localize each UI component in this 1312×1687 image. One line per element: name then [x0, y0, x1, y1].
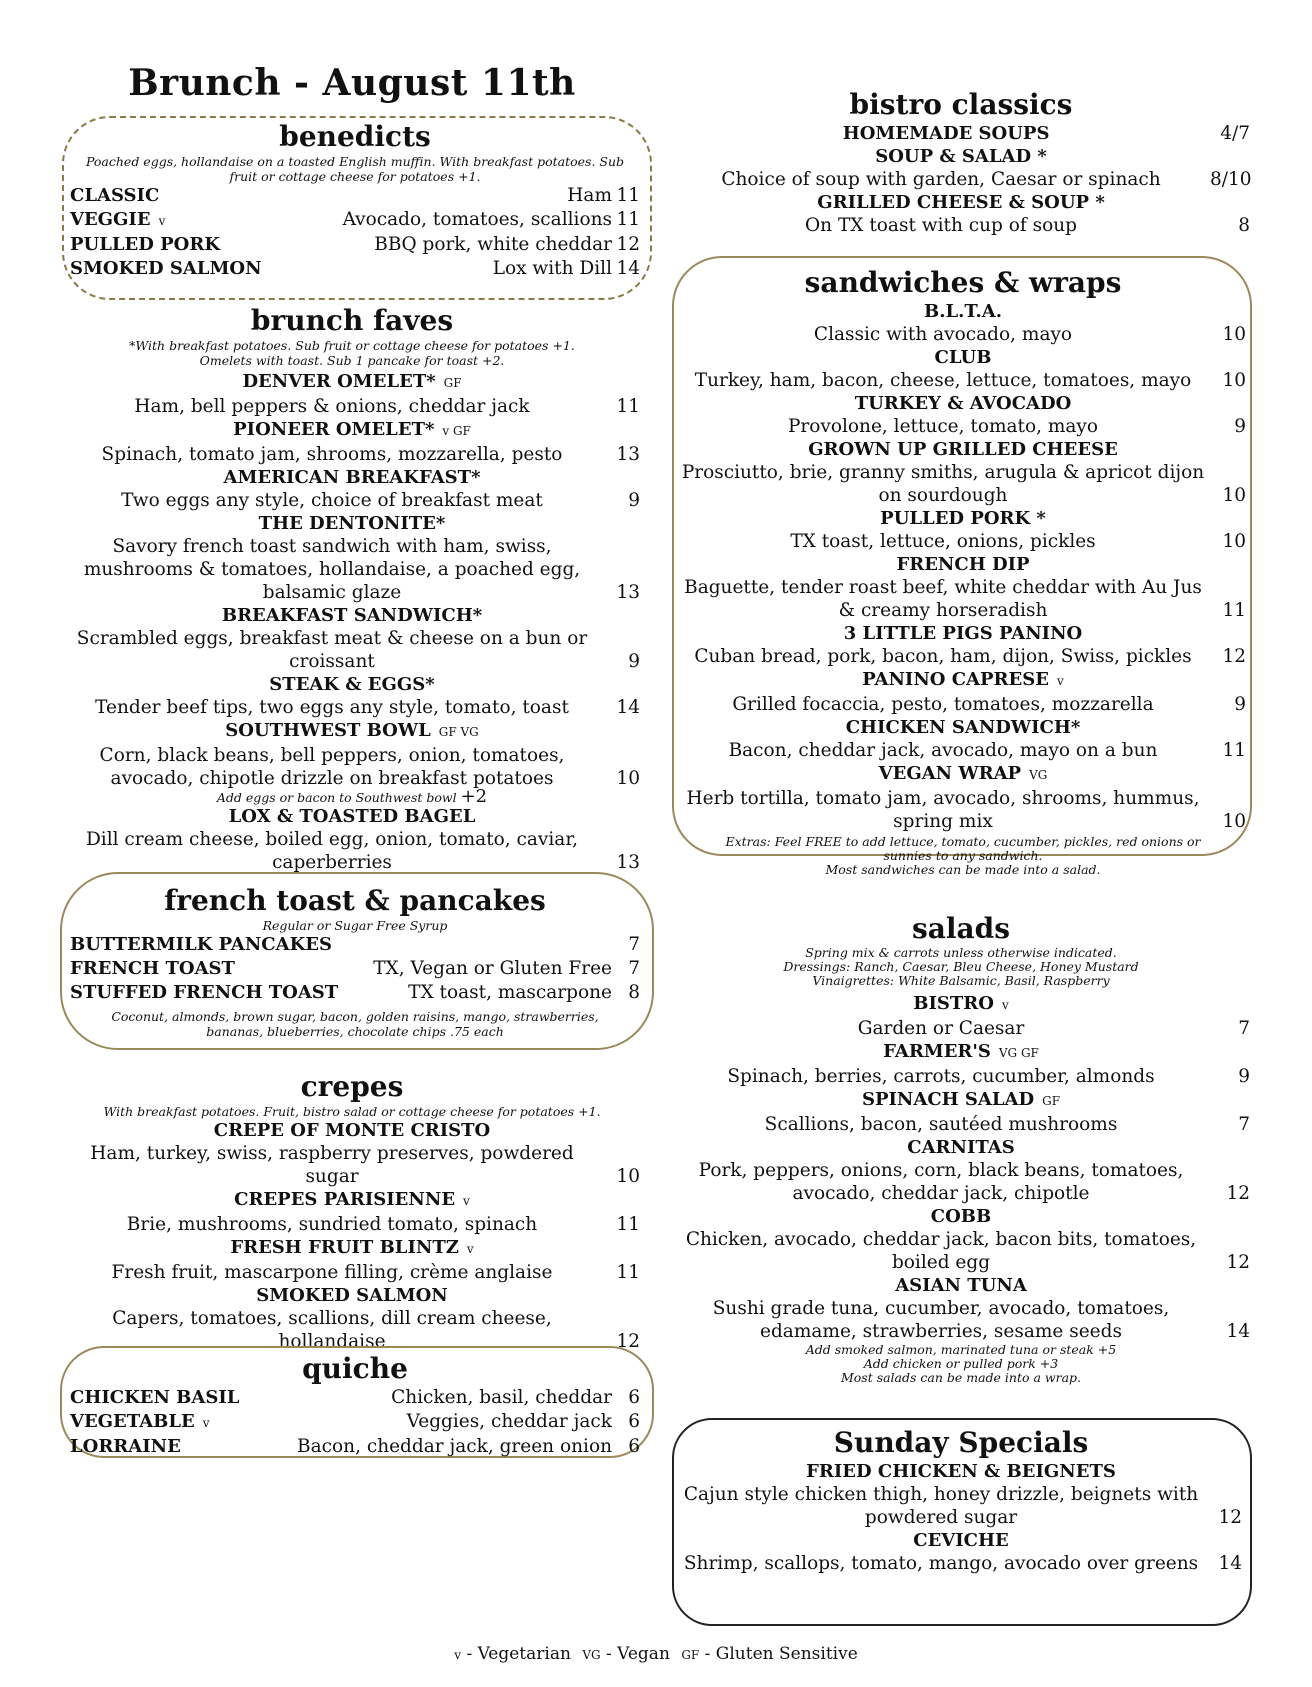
item-description: Savory french toast sandwich with ham, swiss, mushrooms & tomatoes, hollandaise, a poached egg, balsamic glaze [83, 536, 581, 603]
menu-item [680, 553, 1246, 622]
item-header [64, 673, 640, 696]
diet-tag: v [463, 1194, 470, 1208]
item-price: 8 [628, 982, 640, 1003]
item-price: 10 [1222, 485, 1246, 506]
item-header [64, 466, 640, 489]
benedicts-section [70, 120, 640, 281]
item-header [680, 622, 1246, 645]
item-name: FARMER'S [883, 1041, 991, 1062]
item-price: 11 [616, 1214, 640, 1235]
item-description: Ham, bell peppers & onions, cheddar jack [134, 396, 530, 417]
item-addon [64, 786, 640, 807]
item-name: STEAK & EGGS* [269, 674, 435, 695]
diet-tag: GF [1042, 1094, 1061, 1108]
item-price: 9 [628, 651, 640, 672]
item-description: Ham, turkey, swiss, raspberry preserves, powdered sugar [90, 1143, 574, 1187]
item-header [680, 553, 1246, 576]
item-header [64, 1236, 640, 1261]
item-name: SOUP & SALAD * [875, 146, 1047, 167]
menu-item [680, 392, 1246, 438]
item-name: PULLED PORK * [880, 508, 1046, 529]
item-name: SPINACH SALAD [861, 1089, 1035, 1110]
item-price: 10 [1222, 531, 1246, 552]
item-name: FRENCH DIP [896, 554, 1030, 575]
menu-row [70, 1435, 640, 1459]
item-description: Turkey, ham, bacon, cheese, lettuce, tomatoes, mayo [694, 370, 1192, 391]
item-header [680, 1529, 1242, 1552]
menu-item [64, 1236, 640, 1284]
menu-item [64, 370, 640, 418]
item-description: Herb tortilla, tomato jam, avocado, shrooms, hummus, spring mix [686, 788, 1200, 832]
item-description: Cuban bread, pork, bacon, ham, dijon, Swiss, pickles [694, 646, 1192, 667]
menu-item [680, 507, 1246, 553]
item-price: 11 [1222, 600, 1246, 621]
item-name: GRILLED CHEESE & SOUP * [817, 192, 1105, 213]
item-header [672, 992, 1250, 1017]
item-header [680, 762, 1246, 787]
brunch-faves-heading: brunch faves [250, 304, 454, 337]
french-toast-note: Regular or Sugar Free Syrup [262, 918, 448, 933]
item-name: SOUTHWEST BOWL [225, 720, 431, 741]
specials-section [680, 1426, 1242, 1575]
salads-section [672, 912, 1250, 1385]
item-description: Scallions, bacon, sautéed mushrooms [764, 1114, 1118, 1135]
item-price: 11 [616, 209, 640, 230]
item-name: AMERICAN BREAKFAST* [223, 467, 481, 488]
item-price: 7 [1238, 1114, 1250, 1135]
item-header [680, 507, 1246, 530]
item-description: Brie, mushrooms, sundried tomato, spinach [126, 1214, 538, 1235]
menu-row [70, 1386, 640, 1410]
item-detail [680, 323, 1246, 346]
item-detail [64, 1213, 640, 1236]
menu-item [64, 418, 640, 466]
diet-tag: v [466, 1242, 474, 1256]
item-name: 3 LITTLE PIGS PANINO [843, 623, 1083, 644]
item-header [672, 1274, 1250, 1297]
item-price: 6 [628, 1387, 640, 1408]
item-detail [680, 1483, 1242, 1529]
item-name: ASIAN TUNA [895, 1275, 1027, 1296]
menu-row [70, 233, 640, 257]
crepes-heading: crepes [300, 1070, 404, 1103]
item-header [672, 1088, 1250, 1113]
bistro-list [672, 122, 1250, 237]
item-name: CLASSIC [70, 185, 160, 206]
item-name: BISTRO [913, 993, 994, 1014]
item-description: Fresh fruit, mascarpone filling, crème anglaise [111, 1262, 553, 1283]
item-header [64, 1284, 640, 1307]
item-header [680, 716, 1246, 739]
salads-note-3: Vinaigrettes: White Balsamic, Basil, Raspberry [812, 973, 1110, 988]
diet-tag: GF [443, 376, 462, 390]
item-detail [680, 369, 1246, 392]
item-detail [64, 696, 640, 719]
item-name: THE DENTONITE* [258, 513, 446, 534]
item-name: VEGAN WRAP [878, 763, 1022, 784]
salads-heading: salads [911, 912, 1011, 945]
legend-gf-key: GF [681, 1648, 700, 1662]
item-name: CHICKEN SANDWICH* [845, 717, 1081, 738]
item-description: Spinach, berries, carrots, cucumber, almonds [727, 1066, 1155, 1087]
menu-item [64, 673, 640, 719]
item-detail [672, 1065, 1250, 1088]
item-description: Bacon, cheddar jack, green onion [297, 1436, 612, 1457]
item-detail [672, 1297, 1250, 1343]
menu-item [64, 1119, 640, 1188]
quiche-section [70, 1352, 640, 1459]
bistro-section [672, 88, 1250, 237]
salads-list [672, 988, 1250, 1343]
item-detail [64, 627, 640, 673]
item-price: 13 [616, 852, 640, 873]
menu-item [672, 992, 1250, 1040]
item-detail [672, 1113, 1250, 1136]
item-name: FRIED CHICKEN & BEIGNETS [806, 1461, 1116, 1482]
menu-item [64, 512, 640, 604]
item-detail [672, 214, 1250, 237]
item-detail [680, 645, 1246, 668]
item-detail [680, 693, 1246, 716]
item-name: CLUB [934, 347, 992, 368]
item-detail [64, 744, 640, 790]
item-name: PIONEER OMELET* [233, 419, 435, 440]
item-header [672, 191, 1250, 214]
item-header [672, 1040, 1250, 1065]
item-detail [680, 739, 1246, 762]
legend-gf-label: - Gluten Sensitive [704, 1644, 858, 1664]
salads-note-2: Dressings: Ranch, Caesar, Bleu Cheese, Honey Mustard [783, 959, 1139, 974]
menu-item [672, 1088, 1250, 1136]
item-name: PULLED PORK [70, 234, 220, 255]
item-description: Provolone, lettuce, tomato, mayo [787, 416, 1099, 437]
item-price: 9 [1234, 694, 1246, 715]
item-detail [680, 461, 1246, 507]
item-description: Avocado, tomatoes, scallions [342, 209, 612, 230]
item-name: BUTTERMILK PANCAKES [70, 934, 332, 955]
item-header [64, 418, 640, 443]
item-description: Classic with avocado, mayo [813, 324, 1073, 345]
item-header [64, 604, 640, 627]
bistro-heading: bistro classics [849, 88, 1073, 121]
menu-item [64, 719, 640, 805]
addon-price: +2 [460, 786, 488, 807]
item-detail [64, 489, 640, 512]
salads-addon-1: Add smoked salmon, marinated tuna or steak +5 [805, 1342, 1117, 1357]
item-description: Baguette, tender roast beef, white cheddar with Au Jus & creamy horseradish [684, 577, 1202, 621]
item-description: Lox with Dill [492, 258, 612, 279]
item-header [672, 1136, 1250, 1159]
diet-tag: GF VG [438, 725, 479, 739]
item-price: 7 [628, 934, 640, 955]
item-price: 10 [1222, 370, 1246, 391]
item-description: Grilled focaccia, pesto, tomatoes, mozzarella [732, 694, 1154, 715]
item-price: 13 [616, 582, 640, 603]
item-name: VEGETABLE [70, 1411, 195, 1432]
menu-item [672, 191, 1250, 237]
item-description: Veggies, cheddar jack [406, 1411, 612, 1432]
menu-row [70, 981, 640, 1005]
item-name: B.L.T.A. [924, 301, 1002, 322]
salads-note-1: Spring mix & carrots unless otherwise indicated. [805, 945, 1117, 960]
addon-text: Add eggs or bacon to Southwest bowl [216, 790, 457, 805]
item-description: Cajun style chicken thigh, honey drizzle, beignets with powdered sugar [683, 1484, 1199, 1528]
item-name: GROWN UP GRILLED CHEESE [808, 439, 1118, 460]
menu-item [680, 716, 1246, 762]
item-name: CARNITAS [907, 1137, 1015, 1158]
menu-row [70, 1410, 640, 1435]
sandwich-extras: Extras: Feel FREE to add lettuce, tomato, cucumber, pickles, red onions or sunnies to any sandwich. [725, 834, 1201, 863]
item-header [680, 668, 1246, 693]
item-description: Capers, tomatoes, scallions, dill cream cheese, hollandaise [112, 1308, 552, 1352]
item-description: Scrambled eggs, breakfast meat & cheese on a bun or croissant [76, 628, 588, 672]
menu-item [64, 1284, 640, 1353]
menu-item [672, 145, 1250, 191]
french-toast-list [70, 933, 640, 1005]
specials-list [680, 1460, 1242, 1575]
item-price: 10 [616, 1166, 640, 1187]
item-detail [64, 1261, 640, 1284]
item-name: SMOKED SALMON [70, 258, 262, 279]
menu-item [680, 300, 1246, 346]
item-name: CEVICHE [913, 1530, 1009, 1551]
item-price: 14 [1218, 1553, 1242, 1574]
item-name: COBB [930, 1206, 992, 1227]
diet-tag: VG [1029, 768, 1048, 782]
menu-item [672, 1040, 1250, 1088]
diet-legend [0, 1644, 1312, 1664]
menu-item [672, 1205, 1250, 1274]
menu-item [680, 762, 1246, 833]
item-name: TURKEY & AVOCADO [854, 393, 1072, 414]
diet-tag: VG GF [998, 1046, 1039, 1060]
menu-item [672, 122, 1250, 145]
item-description: TX toast, lettuce, onions, pickles [790, 531, 1096, 552]
item-header [64, 370, 640, 395]
item-name: CREPES PARISIENNE [234, 1189, 456, 1210]
item-description: Garden or Caesar [857, 1018, 1025, 1039]
menu-item [672, 1274, 1250, 1343]
item-name: LOX & TOASTED BAGEL [228, 806, 476, 827]
item-detail [672, 1017, 1250, 1040]
item-price: 14 [616, 258, 640, 279]
item-description: Spinach, tomato jam, shrooms, mozzarella, pesto [101, 444, 563, 465]
menu-item [64, 805, 640, 874]
item-description: On TX toast with cup of soup [805, 215, 1077, 236]
item-price: 12 [1226, 1252, 1250, 1273]
item-price: 11 [616, 1262, 640, 1283]
item-name: LORRAINE [70, 1436, 181, 1457]
item-description: Shrimp, scallops, tomato, mango, avocado over greens [683, 1553, 1199, 1574]
sandwiches-section [680, 266, 1246, 877]
item-detail [64, 443, 640, 466]
item-description: BBQ pork, white cheddar [374, 234, 612, 255]
item-description: Pork, peppers, onions, corn, black beans, tomatoes, avocado, cheddar jack, chipotle [698, 1160, 1184, 1204]
item-header [64, 719, 640, 744]
menu-row [70, 933, 640, 957]
benedicts-heading: benedicts [279, 120, 431, 153]
item-description: Ham [567, 185, 612, 206]
item-header [672, 122, 1250, 145]
quiche-list [70, 1386, 640, 1459]
menu-item [680, 438, 1246, 507]
item-detail [64, 1142, 640, 1188]
item-price: 14 [1226, 1321, 1250, 1342]
item-header [680, 346, 1246, 369]
benedicts-note: Poached eggs, hollandaise on a toasted English muffin. With breakfast potatoes. Sub fruit or cottage cheese for potatoes +1. [85, 154, 625, 184]
menu-item [680, 346, 1246, 392]
item-name: FRENCH TOAST [70, 958, 235, 979]
item-price: 7 [628, 958, 640, 979]
item-price: 11 [1222, 740, 1246, 761]
item-price: 12 [1222, 646, 1246, 667]
item-detail [672, 168, 1250, 191]
item-detail [64, 828, 640, 874]
item-price: 12 [1226, 1183, 1250, 1204]
item-name: CHICKEN BASIL [70, 1387, 240, 1408]
item-header [64, 805, 640, 828]
item-description: Prosciutto, brie, granny smiths, arugula & apricot dijon on sourdough [681, 462, 1205, 506]
menu-item [64, 466, 640, 512]
item-description: Tender beef tips, two eggs any style, tomato, toast [95, 697, 569, 718]
item-description: Two eggs any style, choice of breakfast meat [121, 490, 543, 511]
item-price: 13 [616, 444, 640, 465]
item-header [672, 1205, 1250, 1228]
diet-tag: v [1001, 998, 1009, 1012]
item-header [672, 145, 1250, 168]
item-price: 8 [1238, 215, 1250, 236]
item-name: FRESH FRUIT BLINTZ [230, 1237, 459, 1258]
crepes-list [64, 1119, 640, 1353]
item-price: 9 [628, 490, 640, 511]
item-price: 4/7 [1220, 123, 1250, 144]
specials-heading: Sunday Specials [833, 1426, 1089, 1459]
page-title: Brunch - August 11th [128, 62, 576, 104]
brunch-faves-note: *With breakfast potatoes. Sub fruit or cottage cheese for potatoes +1. Omelets with toast. Sub 1 pancake for toast +2. [129, 338, 575, 368]
item-name: BREAKFAST SANDWICH* [221, 605, 483, 626]
item-name: STUFFED FRENCH TOAST [70, 982, 339, 1003]
item-detail [680, 787, 1246, 833]
item-description: Corn, black beans, bell peppers, onion, tomatoes, avocado, chipotle drizzle on breakfast potatoes [99, 745, 565, 789]
item-header [680, 438, 1246, 461]
crepes-note: With breakfast potatoes. Fruit, bistro salad or cottage cheese for potatoes +1. [103, 1104, 601, 1119]
item-description: Chicken, avocado, cheddar jack, bacon bits, tomatoes, boiled egg [685, 1229, 1197, 1273]
item-price: 6 [628, 1411, 640, 1432]
legend-v-label: - Vegetarian [466, 1644, 571, 1664]
french-toast-toppings: Coconut, almonds, brown sugar, bacon, golden raisins, mango, strawberries, bananas, blueberries, chocolate chips .75 each [111, 1009, 599, 1039]
item-description: TX toast, mascarpone [408, 982, 612, 1003]
menu-item [680, 668, 1246, 716]
item-detail [680, 1552, 1242, 1575]
item-description: Choice of soup with garden, Caesar or spinach [721, 169, 1161, 190]
item-price: 10 [1222, 324, 1246, 345]
item-detail [680, 576, 1246, 622]
brunch-faves-section [64, 304, 640, 874]
benedicts-list [70, 184, 640, 281]
item-detail [672, 1228, 1250, 1274]
item-description: Chicken, basil, cheddar [391, 1387, 612, 1408]
diet-tag: v [1056, 674, 1064, 688]
item-name: HOMEMADE SOUPS [842, 123, 1050, 144]
sandwich-salad-note: Most sandwiches can be made into a salad. [825, 862, 1101, 877]
menu-item [680, 1460, 1242, 1529]
item-name: DENVER OMELET* [242, 371, 436, 392]
item-price: 11 [616, 396, 640, 417]
item-header [680, 392, 1246, 415]
diet-tag: v GF [442, 424, 471, 438]
menu-item [680, 1529, 1242, 1575]
item-description: Dill cream cheese, boiled egg, onion, tomato, caviar, caperberries [85, 829, 579, 873]
menu-item [672, 1136, 1250, 1205]
french-toast-section [70, 884, 640, 1039]
salads-wrap-note: Most salads can be made into a wrap. [840, 1370, 1082, 1385]
item-detail [680, 415, 1246, 438]
item-header [680, 300, 1246, 323]
item-detail [64, 535, 640, 604]
item-price: 11 [616, 185, 640, 206]
item-price: 6 [628, 1436, 640, 1457]
menu-row [70, 257, 640, 281]
quiche-heading: quiche [302, 1352, 408, 1385]
item-header [64, 1188, 640, 1213]
menu-item [64, 1188, 640, 1236]
item-description: Bacon, cheddar jack, avocado, mayo on a bun [728, 740, 1158, 761]
legend-v-key: v [454, 1648, 462, 1662]
french-toast-heading: french toast & pancakes [164, 884, 546, 917]
item-price: 9 [1234, 416, 1246, 437]
item-name: SMOKED SALMON [256, 1285, 448, 1306]
legend-vg-label: - Vegan [606, 1644, 670, 1664]
menu-row [70, 184, 640, 208]
item-detail [672, 1159, 1250, 1205]
legend-vg-key: VG [582, 1648, 601, 1662]
item-name: PANINO CAPRESE [862, 669, 1049, 690]
item-header [64, 512, 640, 535]
item-name: VEGGIE [70, 209, 151, 230]
sandwiches-heading: sandwiches & wraps [804, 266, 1122, 299]
sandwiches-list [680, 300, 1246, 833]
item-detail [680, 530, 1246, 553]
menu-row [70, 208, 640, 233]
item-price: 7 [1238, 1018, 1250, 1039]
menu-item [64, 604, 640, 673]
item-price: 10 [616, 768, 640, 789]
item-name: CREPE OF MONTE CRISTO [213, 1120, 491, 1141]
item-price: 12 [616, 1331, 640, 1352]
item-price: 12 [616, 234, 640, 255]
crepes-section [64, 1070, 640, 1353]
menu-item [680, 622, 1246, 668]
item-price: 8/10 [1210, 169, 1252, 190]
item-header [680, 1460, 1242, 1483]
item-price: 9 [1238, 1066, 1250, 1087]
item-detail [64, 395, 640, 418]
salads-addon-2: Add chicken or pulled pork +3 [863, 1356, 1059, 1371]
item-price: 10 [1222, 811, 1246, 832]
item-price: 14 [616, 697, 640, 718]
item-description: TX, Vegan or Gluten Free [373, 958, 612, 979]
item-description: Sushi grade tuna, cucumber, avocado, tomatoes, edamame, strawberries, sesame seeds [712, 1298, 1170, 1342]
brunch-faves-list [64, 368, 640, 874]
menu-row [70, 957, 640, 981]
item-header [64, 1119, 640, 1142]
diet-tag: v [202, 1416, 210, 1430]
diet-tag: v [158, 214, 166, 228]
item-price: 12 [1218, 1507, 1242, 1528]
